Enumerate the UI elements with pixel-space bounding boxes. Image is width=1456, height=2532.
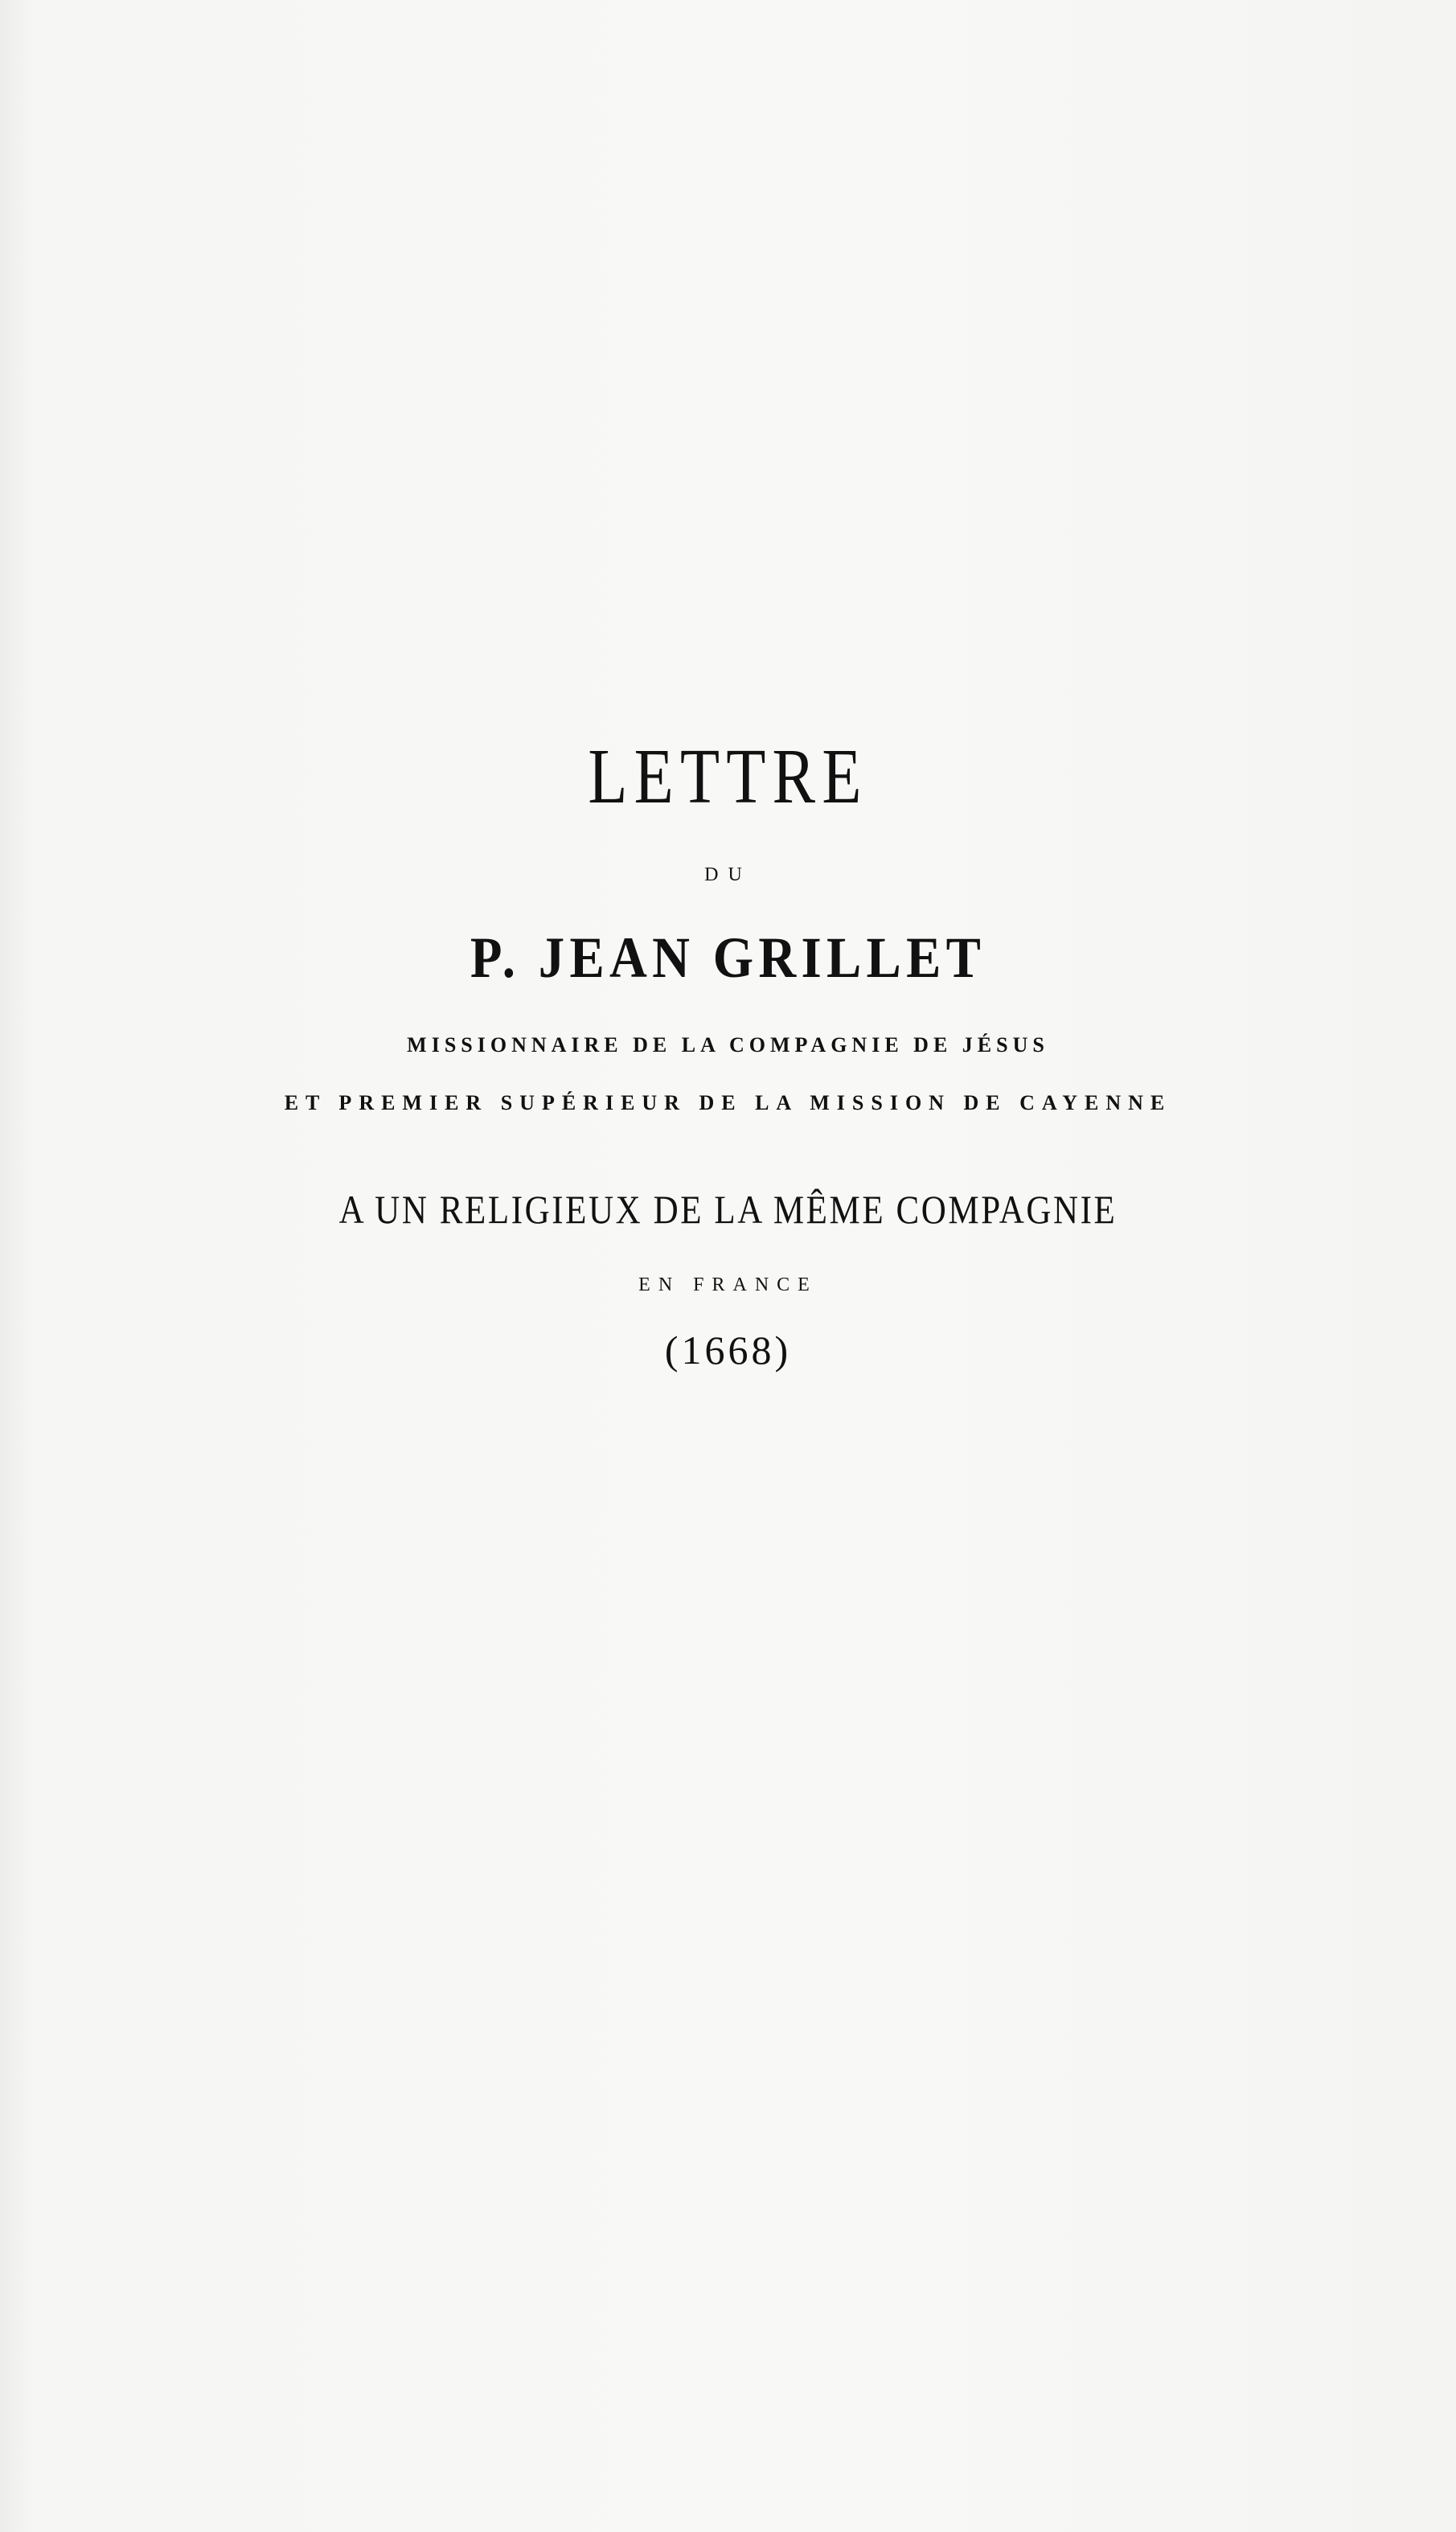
year-line: (1668) (664, 1328, 792, 1373)
recipient-line: A UN RELIGIEUX DE LA MÊME COMPAGNIE (338, 1187, 1118, 1232)
document-title: LETTRE (588, 733, 868, 820)
author-role-line-1: MISSIONNAIRE DE LA COMPAGNIE DE JÉSUS (407, 1033, 1049, 1057)
place-line: EN FRANCE (638, 1274, 818, 1295)
author-name: P. JEAN GRILLET (470, 925, 986, 990)
bleed-through-texture (96, 0, 1408, 2532)
author-role-line-2: ET PREMIER SUPÉRIEUR DE LA MISSION DE CAYENNE (284, 1091, 1172, 1114)
title-connector: DU (704, 864, 752, 885)
